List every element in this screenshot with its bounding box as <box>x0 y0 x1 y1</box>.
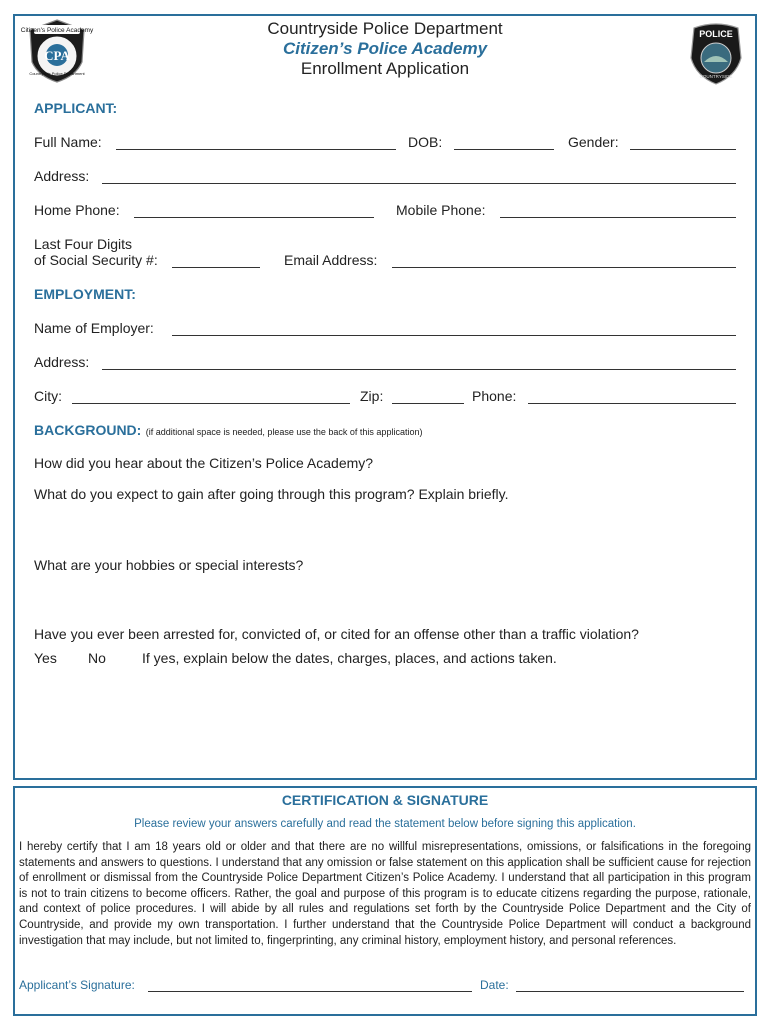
email-field[interactable] <box>392 267 736 268</box>
city-field[interactable] <box>72 403 350 404</box>
svg-text:Countryside Police Department: Countryside Police Department <box>29 71 85 76</box>
employer-label: Name of Employer: <box>34 320 154 336</box>
background-heading: BACKGROUND: <box>34 422 142 438</box>
form-title: Enrollment Application <box>300 59 470 78</box>
employer-address-field[interactable] <box>102 369 736 370</box>
mobile-phone-field[interactable] <box>500 217 736 218</box>
arrest-explain-instruction: If yes, explain below the dates, charges, places, and actions taken. <box>142 650 557 666</box>
option-yes[interactable]: Yes <box>34 650 57 666</box>
city-label: City: <box>34 388 62 404</box>
ssn-label-line1: Last Four Digits <box>34 236 133 252</box>
question-hear-about: How did you hear about the Citizen’s Police Academy? <box>34 455 374 471</box>
dob-label: DOB: <box>408 134 443 150</box>
full-name-label: Full Name: <box>34 134 102 150</box>
employer-address-label: Address: <box>34 354 90 370</box>
department-title: Countryside Police Department <box>267 19 503 38</box>
certification-statement: I hereby certify that I am 18 years old or older and that there are no willful misrepresentations, omissions, or falsifications in the foregoing statements and answers to questions. I understand that any omission or false statement on this application shall be sufficient cause for rejection of enrollment or dismissal from the Countryside Police Department Citizen’s Police Academy. I understand that all participation in this program is not to train citizens to become officers. Rather, the goal and purpose of this program is to educate citizens regarding the purpose, rationale, and context of police procedures. I will abide by all rules and regulations set forth by the Countryside Police Department and the City of Countryside, and provide my own transportation. I further understand that the Countryside Police Department will conduct a background investigation that may include, but not limited to, fingerprinting, any criminal history, employment history, and personal references. <box>19 841 751 947</box>
home-phone-field[interactable] <box>134 217 374 218</box>
zip-field[interactable] <box>392 403 464 404</box>
home-phone-label: Home Phone: <box>34 202 120 218</box>
gender-field[interactable] <box>630 149 736 150</box>
ssn-label-line2: of Social Security #: <box>34 252 158 268</box>
certification-heading: CERTIFICATION & SIGNATURE <box>281 792 489 808</box>
full-name-field[interactable] <box>116 149 396 150</box>
background-note: (if additional space is needed, please use the back of this application) <box>145 427 423 437</box>
signature-label: Applicant’s Signature: <box>19 978 135 992</box>
question-arrested: Have you ever been arrested for, convicted of, or cited for an offense other than a traffic violation? <box>34 626 639 642</box>
dob-field[interactable] <box>454 149 554 150</box>
gender-label: Gender: <box>568 134 619 150</box>
question-expect-gain: What do you expect to gain after going through this program? Explain briefly. <box>34 486 509 502</box>
ssn-field[interactable] <box>172 267 260 268</box>
zip-label: Zip: <box>360 388 384 404</box>
date-label: Date: <box>480 978 509 992</box>
background-heading-row <box>34 422 422 440</box>
svg-text:COUNTRYSIDE: COUNTRYSIDE <box>699 74 733 79</box>
certification-subheading: Please review your answers carefully and read the statement below before signing this application. <box>134 818 636 830</box>
employment-heading: EMPLOYMENT: <box>34 286 136 302</box>
applicant-heading: APPLICANT: <box>34 100 118 116</box>
email-label: Email Address: <box>284 252 378 268</box>
address-label: Address: <box>34 168 90 184</box>
svg-text:POLICE: POLICE <box>699 29 733 39</box>
svg-text:CPA: CPA <box>44 48 70 63</box>
option-no[interactable]: No <box>88 650 106 666</box>
employer-phone-field[interactable] <box>528 403 736 404</box>
employer-field[interactable] <box>172 335 736 336</box>
question-hobbies: What are your hobbies or special interests? <box>34 557 304 573</box>
academy-title: Citizen’s Police Academy <box>282 39 488 58</box>
address-field[interactable] <box>102 183 736 184</box>
signature-field[interactable] <box>148 991 472 992</box>
svg-text:Citizen's Police Academy: Citizen's Police Academy <box>20 27 94 34</box>
date-field[interactable] <box>516 991 744 992</box>
employer-phone-label: Phone: <box>472 388 517 404</box>
mobile-phone-label: Mobile Phone: <box>396 202 486 218</box>
